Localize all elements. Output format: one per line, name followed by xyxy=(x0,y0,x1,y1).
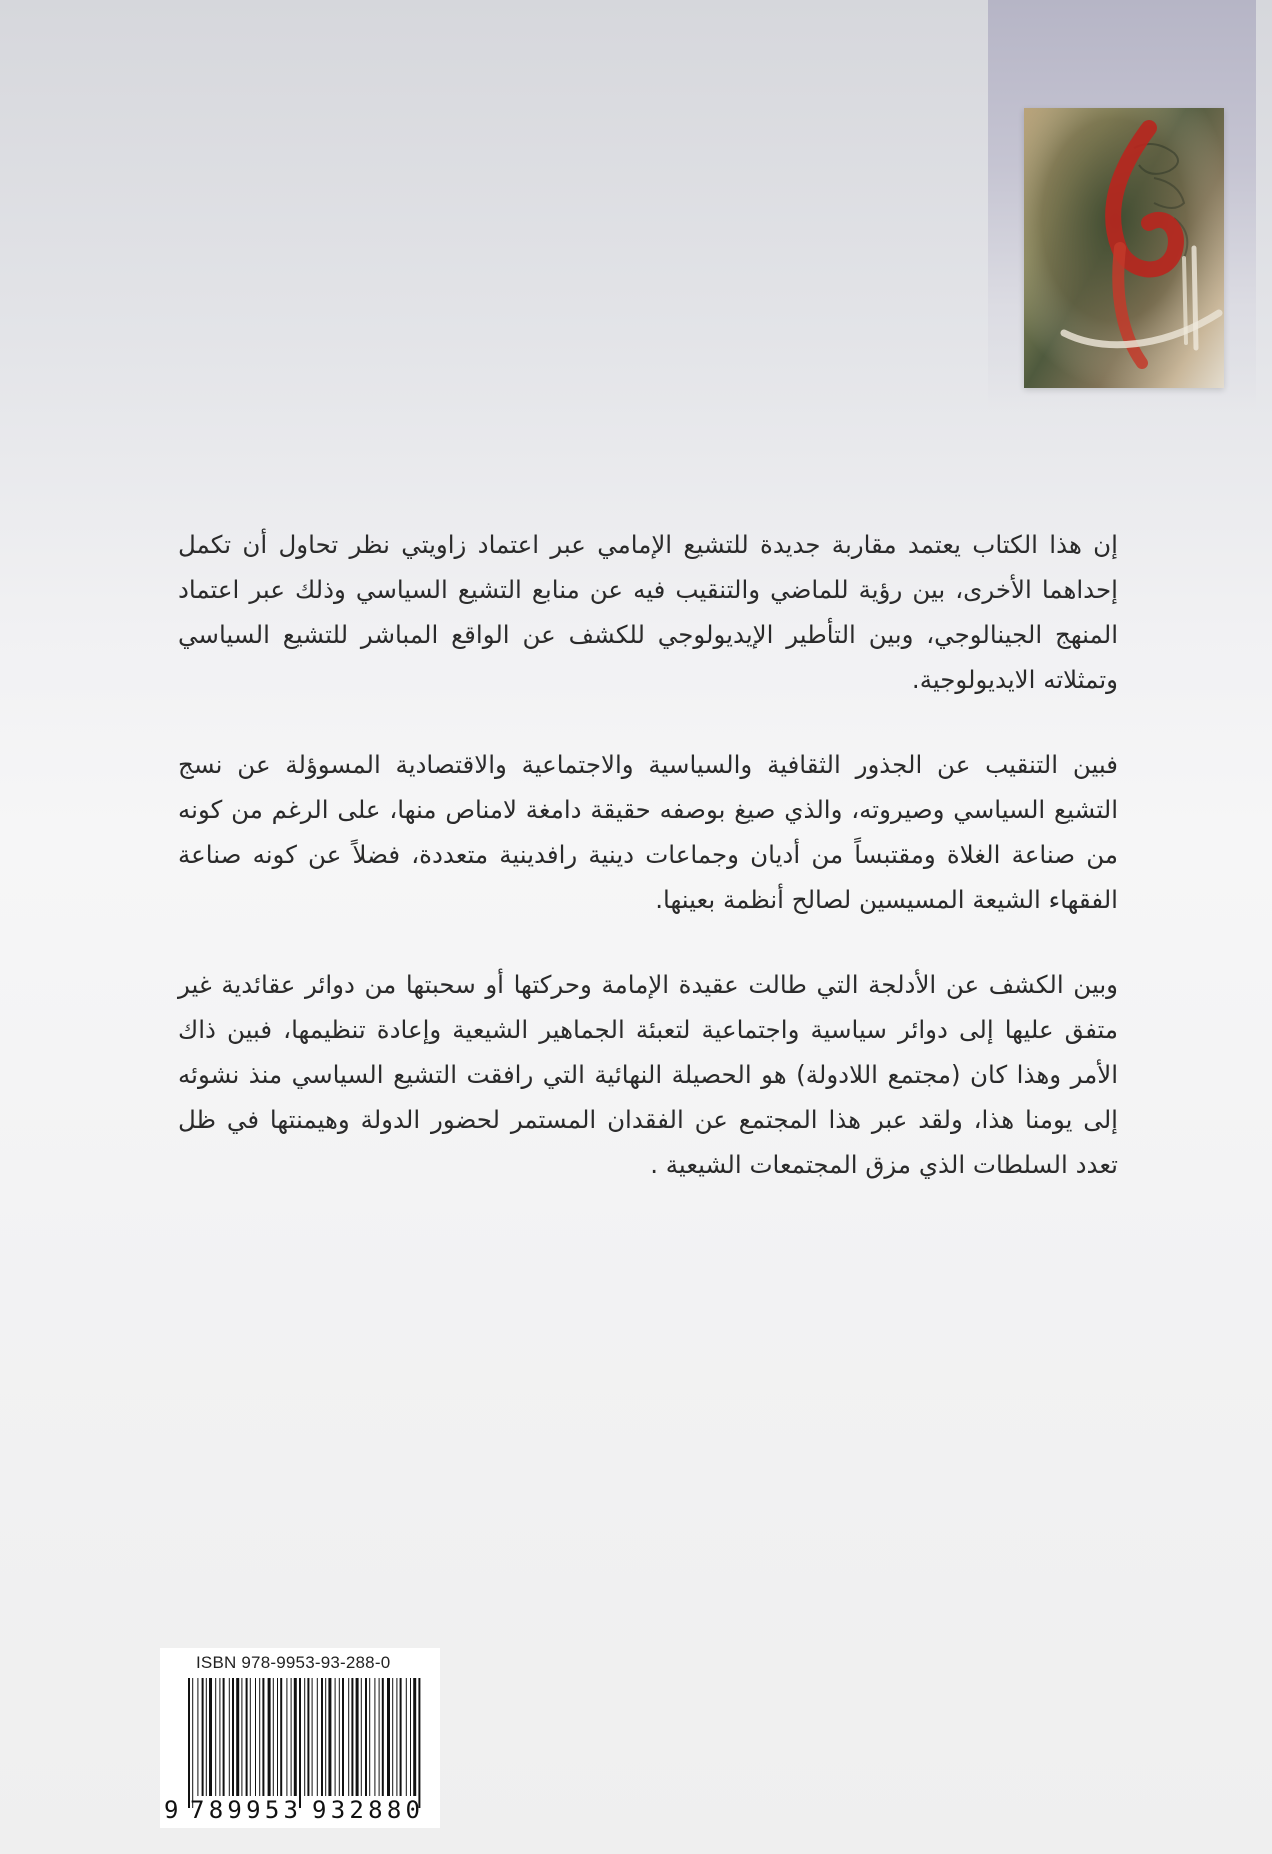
barcode-bar xyxy=(365,1678,367,1796)
barcode-bar xyxy=(392,1678,393,1796)
barcode-bar xyxy=(294,1678,297,1796)
barcode-bar xyxy=(369,1678,370,1796)
barcode-bar xyxy=(374,1678,375,1796)
barcode-bar xyxy=(328,1678,331,1796)
barcode-bar xyxy=(291,1678,292,1796)
barcode-icon xyxy=(160,1648,440,1828)
barcode-bar xyxy=(209,1678,212,1796)
barcode-bar xyxy=(413,1678,416,1796)
barcode-bar xyxy=(202,1678,204,1796)
barcode-bar xyxy=(236,1678,239,1796)
cover-text xyxy=(178,522,1118,1227)
barcode-bar xyxy=(342,1678,344,1796)
barcode-bar xyxy=(339,1678,340,1796)
barcode-bar xyxy=(250,1678,251,1796)
barcode-bar xyxy=(307,1678,309,1796)
barcode-bar xyxy=(232,1678,234,1796)
barcode-bar xyxy=(382,1678,384,1796)
barcode-bar xyxy=(396,1678,397,1796)
isbn-label: ISBN 978-9953-93-288-0 xyxy=(196,1653,391,1672)
barcode-bar xyxy=(229,1678,230,1796)
barcode-bar xyxy=(406,1678,407,1796)
barcode-bar xyxy=(246,1678,248,1796)
barcode-bar xyxy=(259,1678,260,1796)
barcode-bar xyxy=(379,1678,380,1796)
barcode-bar xyxy=(255,1678,256,1796)
barcode-bar xyxy=(219,1678,220,1796)
barcode-bar xyxy=(304,1678,305,1796)
barcode-bar xyxy=(299,1678,301,1808)
barcode-bar xyxy=(387,1678,390,1796)
paragraph-roots: فبين التنقيب عن الجذور الثقافية والسياسية والاجتماعية والاقتصادية المسوؤلة عن نسج التشيع السياسي وصيروته، والذي صيغ بوصفه حقيقة دامغة لامناص منها، على الرغم من كونه من صناعة الغلاة ومقتبساً من أديان وجماعات دينية رافدينية متعددة، فضلاً عن كونه صناعة الفقهاء الشيعة المسيسين لصالح أنظمة بعينها. xyxy=(178,750,1118,914)
barcode-bar xyxy=(197,1678,198,1796)
barcode-bar xyxy=(356,1678,359,1796)
barcode-bar xyxy=(317,1678,318,1796)
barcode-bar xyxy=(206,1678,207,1796)
barcode-bar xyxy=(335,1678,336,1796)
paragraph-ideology: وبين الكشف عن الأدلجة التي طالت عقيدة الإمامة وحركتها أو سحبتها من دوائر عقائدية غير متفق عليها إلى دوائر سياسية واجتماعية لتعبئة الجماهير الشيعية وإعادة تنظيمها، فبين ذاك الأمر وهذا كان (مجتمع اللادولة) هو الحصيلة النهائية التي رافقت التشيع السياسي منذ نشوئه إلى يومنا هذا، ولقد عبر هذا المجتمع عن الفقدان المستمر لحضور الدولة وهيمنتها في ظل تعدد السلطات الذي مزق المجتمعات الشيعية . xyxy=(178,970,1118,1179)
barcode-bar xyxy=(418,1678,420,1808)
calligraphy-icon xyxy=(1024,108,1224,388)
barcode-bar xyxy=(188,1678,190,1808)
barcode-bar xyxy=(223,1678,225,1796)
calligraphy-artwork xyxy=(1024,108,1224,388)
barcode-digit-lead: 9 xyxy=(164,1796,179,1824)
barcode-bar xyxy=(321,1678,323,1796)
barcode-bar xyxy=(312,1678,313,1796)
barcode-bar xyxy=(280,1678,282,1796)
barcode-bar xyxy=(286,1678,287,1796)
barcode-bar xyxy=(361,1678,362,1796)
barcode-digits-left: 789953 xyxy=(190,1796,298,1824)
barcode-bar xyxy=(325,1678,326,1796)
barcode-bar xyxy=(215,1678,216,1796)
barcode-bar xyxy=(192,1678,193,1808)
barcode-bar xyxy=(351,1678,353,1796)
paragraph-intro: إن هذا الكتاب يعتمد مقاربة جديدة للتشيع الإمامي عبر اعتماد زاويتي نظر تحاول أن تكمل إحداهما الأخرى، بين رؤية للماضي والتنقيب فيه عن منابع التشيع السياسي وذلك عبر اعتماد المنهج الجينالوجي، وبين التأطير الإيديولوجي للكشف عن الواقع المباشر للتشيع السياسي وتمثلاته الايديولوجية. xyxy=(178,530,1118,694)
barcode-bar xyxy=(268,1678,271,1796)
barcode-bar xyxy=(273,1678,274,1796)
barcode-digits-right: 932880 xyxy=(312,1796,420,1824)
barcode-bar xyxy=(410,1678,411,1796)
barcode-bar xyxy=(348,1678,349,1796)
barcode-bar xyxy=(262,1678,264,1796)
isbn-barcode xyxy=(160,1648,440,1828)
barcode-bar xyxy=(400,1678,402,1796)
barcode-bar xyxy=(241,1678,242,1796)
barcode-bar xyxy=(277,1678,278,1796)
